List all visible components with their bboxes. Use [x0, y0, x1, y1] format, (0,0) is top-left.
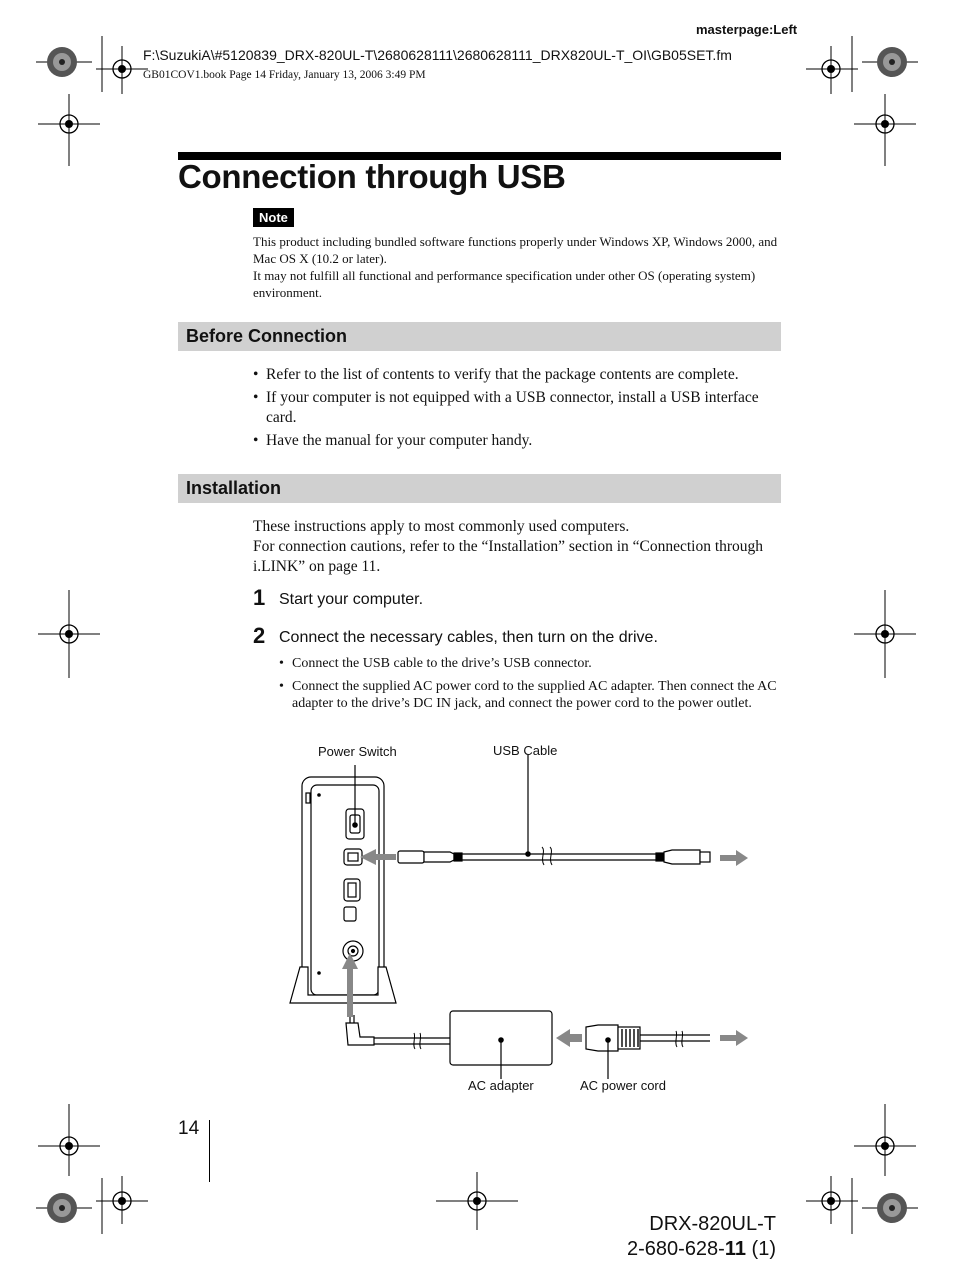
section-before-connection [178, 322, 781, 351]
model-name: DRX-820UL-T [649, 1213, 776, 1235]
label-power-switch: Power Switch [318, 744, 397, 759]
installation-intro [253, 517, 783, 577]
list-item: • Have the manual for your computer handy. [253, 431, 788, 451]
page-number-rule [209, 1120, 210, 1182]
connection-diagram [280, 755, 780, 1095]
ac-cord-plug-icon [586, 1025, 618, 1051]
intro-line-2: For connection cautions, refer to the “Installation” section in “Connection through i.LINK” on page 11. [253, 538, 764, 575]
section-heading: Installation [186, 478, 282, 498]
label-usb-cable: USB Cable [493, 743, 558, 758]
book-info: GB01COV1.book Page 14 Friday, January 13, 2006 3:49 PM [143, 69, 426, 81]
arrow-left-icon [556, 1029, 582, 1047]
step-text: Start your computer. [279, 591, 424, 608]
part-bold: 11 [724, 1238, 746, 1260]
masterpage-label: masterpage:Left [696, 22, 798, 37]
arrow-up-icon [342, 953, 358, 1017]
note-line-1: This product including bundled software functions properly under Windows XP, Windows 2000, and Mac OS X (10.2 or later). [253, 234, 778, 266]
list-item: • If your computer is not equipped with a USB connector, install a USB interface card. [253, 388, 788, 428]
step-text: Connect the necessary cables, then turn on the drive. [279, 629, 658, 646]
usb-plug-a-icon [664, 850, 700, 864]
arrow-right-icon [720, 1030, 748, 1046]
note-badge: Note [253, 208, 294, 227]
step-number: 2 [253, 623, 266, 648]
step-2-sublist [279, 655, 779, 718]
part-prefix: 2-680-628- [627, 1238, 725, 1260]
list-item: • Connect the USB cable to the drive’s USB connector. [279, 655, 779, 673]
section-heading: Before Connection [186, 326, 348, 346]
drive-body [302, 777, 384, 999]
list-item: • Refer to the list of contents to verify that the package contents are complete. [253, 365, 788, 385]
section-installation [178, 474, 781, 503]
usb-port-icon [344, 849, 362, 865]
list-item: • Connect the supplied AC power cord to the supplied AC adapter. Then connect the AC adapter to the drive’s DC IN jack, and connect the power cord to the power outlet. [279, 678, 779, 713]
intro-line-1: These instructions apply to most commonly used computers. [253, 518, 630, 535]
part-number [610, 1237, 776, 1262]
dc-plug-icon [346, 1023, 374, 1045]
usb-plug-b-icon [398, 851, 424, 863]
note-line-2: It may not fulfill all functional and performance specification under other OS (operating system) environment. [253, 268, 756, 300]
label-ac-power-cord: AC power cord [580, 1078, 666, 1093]
before-connection-list [253, 365, 788, 454]
file-path: F:\SuzukiA\#5120839_DRX-820UL-T\2680628111\2680628111_DRX820UL-T_OI\GB05SET.fm [143, 47, 732, 63]
arrow-left-icon [360, 849, 396, 865]
page-number: 14 [178, 1118, 200, 1139]
note-text [253, 233, 783, 301]
page-title: Connection through USB [178, 158, 566, 195]
arrow-right-icon [720, 850, 748, 866]
label-ac-adapter: AC adapter [468, 1078, 534, 1093]
step-number: 1 [253, 585, 266, 610]
part-suffix: (1) [746, 1238, 776, 1260]
model-block [610, 1212, 776, 1262]
